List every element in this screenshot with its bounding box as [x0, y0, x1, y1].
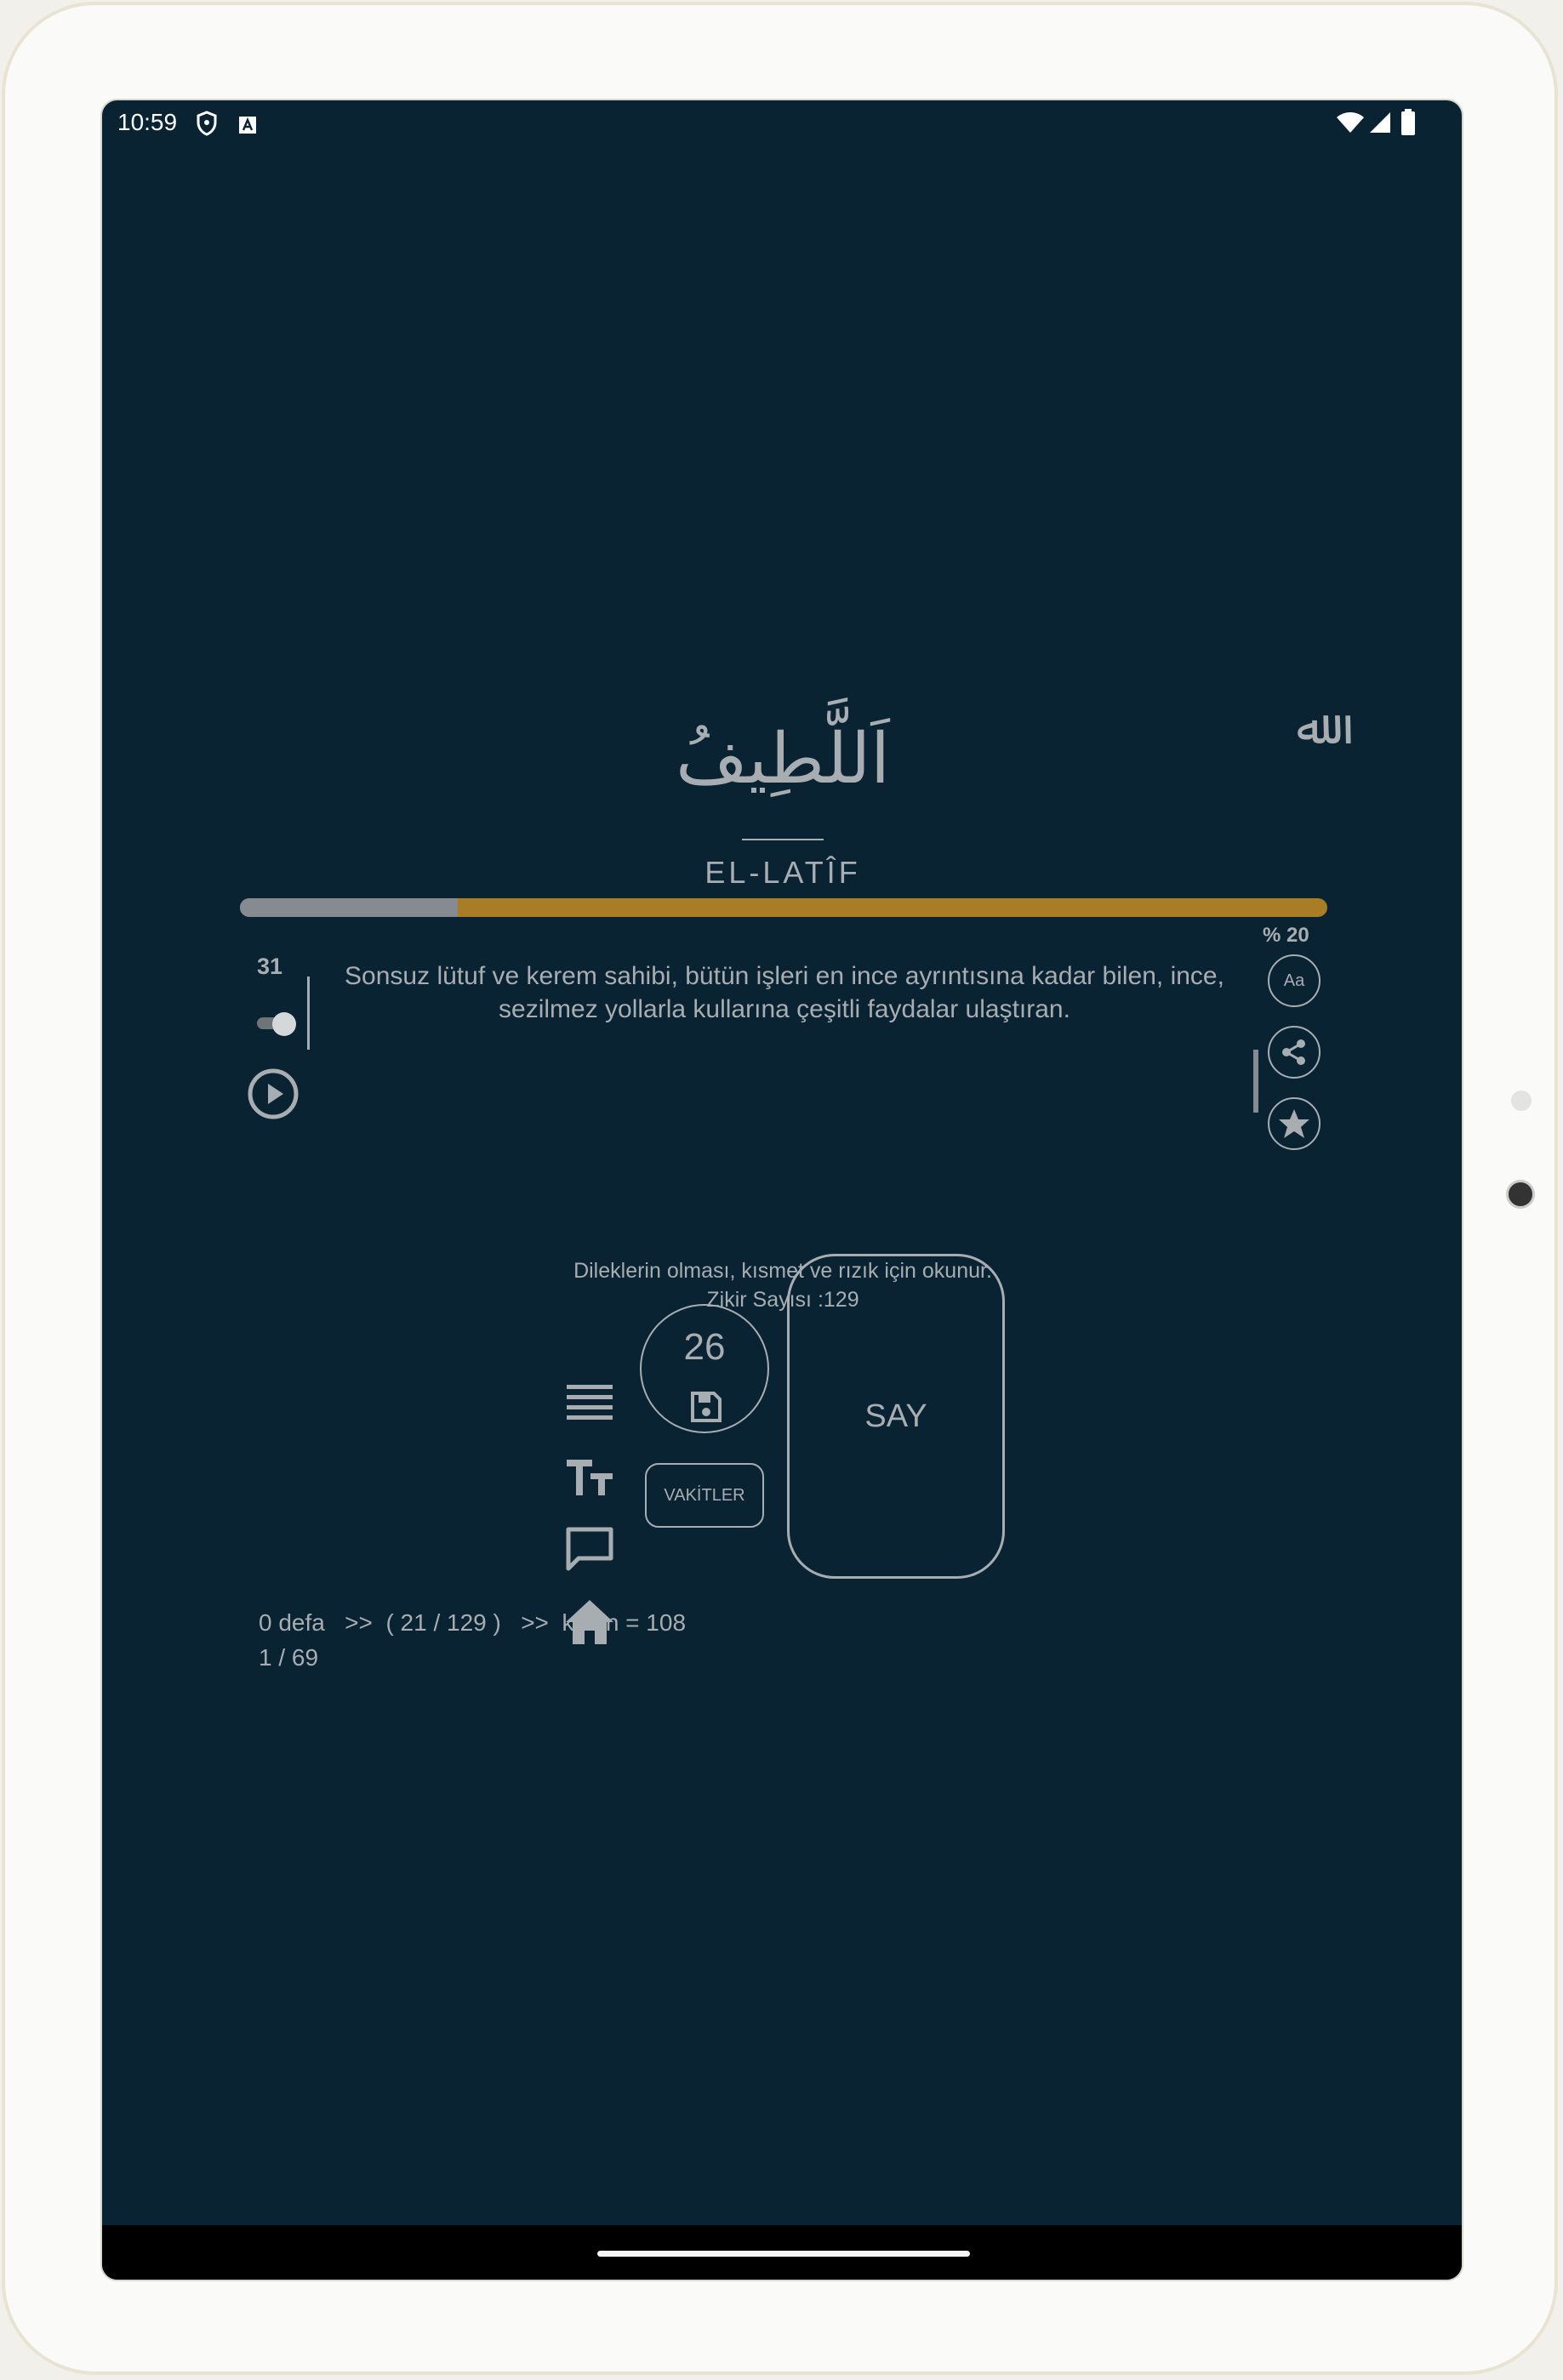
progress-fill	[240, 898, 458, 917]
transliteration: EL-LATÎF	[704, 855, 861, 890]
shield-icon	[196, 111, 218, 142]
title-divider	[742, 839, 824, 840]
wifi-icon	[1336, 111, 1365, 140]
play-icon[interactable]	[247, 1068, 299, 1120]
counter-circle	[640, 1304, 769, 1433]
battery-icon	[1400, 109, 1416, 142]
say-button[interactable]	[787, 1254, 1005, 1579]
signal-icon	[1368, 111, 1392, 140]
say-label: SAY	[864, 1398, 927, 1434]
side-sensor	[1511, 1090, 1532, 1111]
app-screen	[100, 99, 1463, 2281]
home-handle[interactable]	[597, 2251, 970, 2257]
font-button[interactable]	[1268, 954, 1321, 1007]
text-size-icon[interactable]	[563, 1451, 616, 1504]
share-button[interactable]	[1268, 1026, 1321, 1079]
chat-icon[interactable]	[563, 1523, 616, 1575]
left-divider	[307, 976, 310, 1050]
list-icon[interactable]	[563, 1376, 616, 1429]
star-icon	[1277, 1107, 1311, 1141]
arabic-name: اَللَّطِيفُ	[676, 719, 890, 800]
counter-value: 26	[683, 1326, 726, 1368]
font-button-label: Aa	[1283, 971, 1305, 990]
navigation-bar	[102, 2225, 1462, 2280]
right-divider	[1253, 1050, 1258, 1113]
benefit-text: Dileklerin olması, kısmet ve rızık için okunur.	[573, 1259, 992, 1283]
save-icon[interactable]	[690, 1391, 722, 1427]
zikir-count: Zikir Sayısı :129	[706, 1288, 859, 1312]
status-time: 10:59	[117, 109, 178, 135]
favorite-button[interactable]	[1268, 1097, 1321, 1150]
reading-toggle[interactable]	[255, 1012, 298, 1034]
status-bar	[102, 100, 1462, 146]
progress-bar	[240, 898, 1327, 917]
name-description: Sonsuz lütuf ve kerem sahibi, bütün işleri en ince ayrıntısına kadar bilen, ince, sezilmez yollarla kullarına çeşitli faydalar ulaştıran.	[345, 962, 1224, 1023]
share-icon	[1279, 1037, 1309, 1068]
a-badge-icon	[238, 113, 257, 140]
stats-line-1: 0 defa >> ( 21 / 129 ) >> kalan = 108	[259, 1609, 687, 1636]
allah-glyph: ﷲ	[1296, 700, 1325, 755]
side-camera	[1506, 1180, 1535, 1209]
vakitler-button[interactable]	[645, 1463, 764, 1528]
stats-line-2: 1 / 69	[259, 1644, 319, 1671]
progress-percent: % 20	[1263, 924, 1309, 947]
vakitler-label: VAKİTLER	[664, 1485, 745, 1505]
item-number: 31	[257, 954, 283, 979]
